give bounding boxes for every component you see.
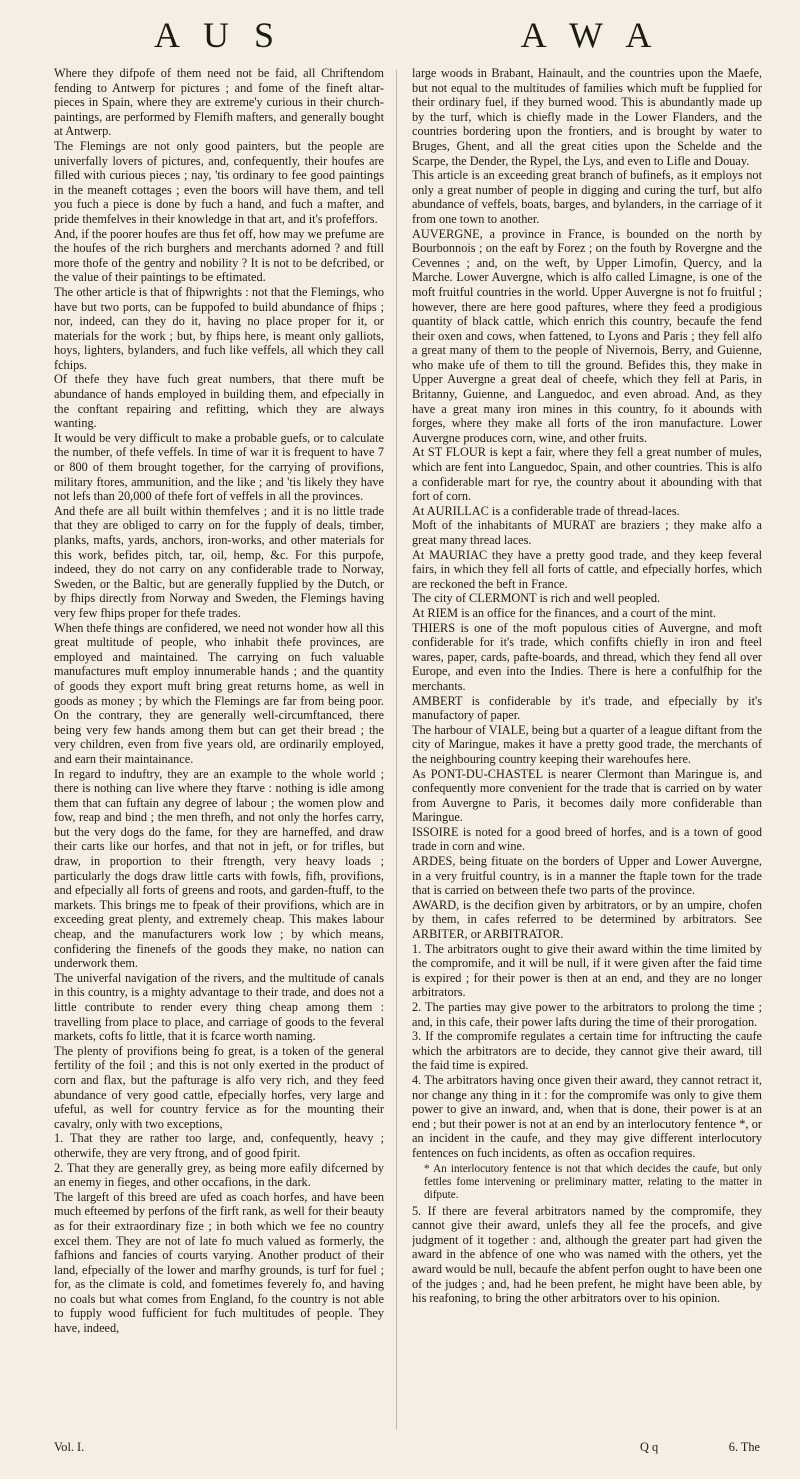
paragraph: Where they difpofe of them need not be faid, all Chriftendom fending to Antwerp for pictures ; and fome of the fineft altar-pieces in Spain, where they are extreme'y curious in their church-paintings, are performed by Flemifh mafters, and generally bought at Antwerp.: [54, 66, 384, 139]
paragraph: And, if the poorer houfes are thus fet off, how may we prefume are the houfes of the rich burghers and merchants adorned ? and ftill more thofe of the gentry and nobility ? It is not to be defcribed, or the value of their paintings to be eftimated.: [54, 226, 384, 285]
paragraph: As PONT-DU-CHASTEL is nearer Clermont than Maringue is, and confequently more convenient for the trade that is carried on by water from Auvergne to Paris, it becomes daily more confiderable than Maringue.: [412, 766, 762, 825]
signature-mark: Q q: [640, 1440, 659, 1454]
paragraph: ARDES, being fituate on the borders of Upper and Lower Auvergne, in a very fruitful country, is in a manner the ftaple town for the trade that is carried on between thefe two parts of the province.: [412, 854, 762, 898]
paragraph: It would be very difficult to make a probable guefs, or to calculate the number, of thefe veffels. In time of war it is frequent to have 7 or 800 of them brought together, for the carrying of provifions, military ftores, ammunition, and the like ; and 'tis likely they have not lefs than 20,000 of thefe fort of veffels in all the provinces.: [54, 430, 384, 504]
catchword: 6. The: [728, 1440, 760, 1454]
paragraph: AUVERGNE, a province in France, is bounded on the north by Bourbonnois ; on the eaft by Forez ; on the fouth by Rovergne and the Cevennes ; and, on the weft, by Upper Limofin, Quercy, and la Marche. Lower Auvergne, which is alfo called Limagne, is one of the moft fruitful countries in the world. Upper Auvergne is not fo fruitful ; however, there are here good paftures, where they feed a prodigious quantity of black cattle, which enrich this country, becaufe the fend their oxen and cows, when fattened, to Lyons and Paris ; they fell alfo a great many of them to the people of Nivernois, Berry, and Guienne, who make ufe of them to till the ground. Befides this, they make in Upper Auvergne a great deal of cheefe, which they fell at Paris, in Britanny, Guienne, and Languedoc, and even abroad. And, as they have a great many iron mines in this country, fo it abounds with forges, where they make all forts of the iron manufacture. Lower Auvergne produces corn, wine, and other fruits.: [412, 226, 762, 445]
paragraph: The other article is that of fhipwrights : not that the Flemings, who have but two ports, can be fuppofed to build abundance of fhips ; nor, indeed, can they do it, having no place proper for it, or materials for the work ; but, by fhips here, is meant only galliots, hoys, lighters, bylanders, and fuch like veffels, all which they call fchips.: [54, 284, 384, 372]
paragraph: The plenty of provifions being fo great, is a token of the general fertility of the foil ; and this is not only exerted in the product of corn and flax, but the pafturage is alfo very rich, and they feed abundance of very good cattle, efpecially horfes, very large and ufeful, as well for country fervice as for the mounting their cavalry, only with two exceptions,: [54, 1043, 384, 1131]
running-head-right: A W A: [520, 15, 660, 55]
running-head-left: A U S: [153, 15, 283, 55]
paragraph: Moft of the inhabitants of MURAT are braziers ; they make alfo a great many thread laces.: [412, 518, 762, 547]
volume-mark: Vol. I.: [54, 1440, 85, 1454]
paragraph: The largeft of this breed are ufed as coach horfes, and have been much efteemed by perfons of the firft rank, as well for their beauty as for their extraordinary fize ; in both which we fee no country excel them. They are not of late fo much valued as formerly, the fafhions and fancies of courts varying. Another product of their land, efpecially of the lower and marfhy grounds, is turf for fuel ; for, as the climate is cold, and fometimes feverely fo, and having no coals but what comes from England, fo the country is not able to fupply wood fufficient for fuch multitudes of people. They have, indeed,: [54, 1189, 384, 1336]
paragraph: ISSOIRE is noted for a good breed of horfes, and is a town of good trade in corn and wine.: [412, 824, 762, 854]
paragraph: 3. If the compromife regulates a certain time for inftructing the caufe which the arbitrators are to decide, they cannot give their award, till the faid time is expired.: [412, 1029, 762, 1073]
paragraph: Of thefe they have fuch great numbers, that there muft be abundance of hands employed in building them, and efpecially in the conftant repairing and refitting, which they are always wanting.: [54, 372, 384, 431]
paragraph: The harbour of VIALE, being but a quarter of a league diftant from the city of Maringue, makes it have a pretty good trade, the merchants of the neighbouring country keeping their warehoufes here.: [412, 722, 762, 766]
column-divider: [396, 70, 397, 1430]
paragraph: At MAURIAC they have a pretty good trade, and they keep feveral fairs, in which they fell all forts of cattle, and efpecially horfes, which are reckoned the beft in France.: [412, 547, 762, 591]
paragraph: At AURILLAC is a confiderable trade of thread-laces.: [412, 503, 680, 518]
right-column: [412, 66, 762, 1436]
paragraph: THIERS is one of the moft populous cities of Auvergne, and moft confiderable for it's trade, which confifts chiefly in iron and fteel wares, paper, cards, pafte-boards, and thread, which they fend all over Europe, and even into the Indies. There is here a confulfhip for the merchants.: [412, 620, 762, 693]
paragraph: AMBERT is confiderable by it's trade, and efpecially by it's manufactory of paper.: [412, 693, 762, 723]
left-column: [54, 66, 384, 1436]
paragraph: 4. The arbitrators having once given their award, they cannot retract it, nor change any thing in it : for the compromife was only to give them power to give an inward, and, when that is done, their power is at an end ; but their power is not at an end by an interlocutory fentence *, or an incident in the caufe, and they may give different interlocutory fentences on fuch incidents, as often as occafion requires.: [412, 1072, 762, 1160]
paragraph: 2. The parties may give power to the arbitrators to prolong the time ; and, in this cafe, their power lafts during the time of their prorogation.: [412, 1000, 762, 1029]
paragraph: This article is an exceeding great branch of bufinefs, as it employs not only a great number of people in digging and curing the turf, but alfo abundance of veffels, boats, barges, and bylanders, in the carriage of it from one town to another.: [412, 168, 762, 226]
paragraph: The Flemings are not only good painters, but the people are univerfally lovers of pictures, and, confequently, their houfes are filled with curious pieces ; nay, 'tis ordinary to fee good paintings in the meaneft cottages ; even the boors will have them, and tell you fuch a piece is done by fuch a hand, and fuch a mafter, and pride themfelves in their knowledge in that art, and it's profeffors.: [54, 138, 384, 226]
footnote: * An interlocutory fentence is not that which decides the caufe, but only fettles fome intervening or preliminary matter, relating to the matter in difpute.: [424, 1162, 762, 1201]
paragraph: The city of CLERMONT is rich and well peopled.: [412, 591, 661, 606]
paragraph: large woods in Brabant, Hainault, and the countries upon the Maefe, but not equal to the multitudes of families which muft be fupplied for their ordinary fuel, if they burned wood. This is abundantly made up by the turf, which is chiefly made in the Lower Flanders, and the countries bordering upon the frontiers, and is brought by water to Bruges, Ghent, and all the great cities upon the Schelde and the Scarpe, the Dender, the Rypel, the Lys, and even to Lifle and Douay.: [412, 66, 762, 168]
paragraph: At ST FLOUR is kept a fair, where they fell a great number of mules, which are fent into Languedoc, Spain, and other countries. This is alfo a confiderable mart for rye, the country about it abounding with that fort of corn.: [412, 445, 762, 504]
paragraph: 5. If there are feveral arbitrators named by the compromife, they cannot give their award, unlefs they all fee the procefs, and give judgment of it together : and, although the greater part had given the award in the abfence of one who was named with the others, yet the award would be null, becaufe the abfent perfon ought to have been one of the judges ; and, had he been prefent, he might have been able, by his reafoning, to bring the other arbitrators over to his opinion.: [412, 1203, 762, 1306]
paragraph: When thefe things are confidered, we need not wonder how all this great multitude of people, who inhabit thefe provinces, are employed and maintained. The carrying on fuch valuable manufactures muft employ innumerable hands ; and the quantity of goods they export muft bring great returns home, as well in goods as money ; by which the Flemings are far from being poor. On the contrary, they are generally well-circumftanced, there being very few hands among them but can get their bread ; the very children, even from five years old, are ordinarily employed, and earn their maintainance.: [54, 620, 384, 766]
paragraph: The univerfal navigation of the rivers, and the multitude of canals in this country, is a mighty advantage to their trade, and does not a little contribute to render every thing cheap among them : travelling from place to place, and carriage of goods to the feveral markets, cofts fo little, that it is fcarce worth naming.: [54, 970, 384, 1044]
paragraph: In regard to induftry, they are an example to the whole world ; there is nothing can live where they ftarve : nothing is idle among them that can fuftain any degree of labour ; the women plow and fow, reap and bind ; the men threfh, and not only the horfes carry, but the very dogs do the fame, for they are harneffed, and draw their carts like our horfes, and that not in jeft, or for trifles, but draw, in proportion to their ftrength, very heavy loads ; particularly the dogs draw little carts with fowls, fifh, provifions, and efpecially all forts of greens and roots, and garden-ftuff, to the markets. This brings me to fpeak of their provifions, which are in exceeding great plenty, and extremely cheap. This makes labour cheap, and the manufacturers work low ; by which means, confidering the finenefs of the goods they make, no nation can underwork them.: [54, 766, 384, 971]
paragraph: 1. That they are rather too large, and, confequently, heavy ; otherwife, they are very ftrong, and of good fpirit.: [54, 1131, 384, 1160]
paragraph: And thefe are all built within themfelves ; and it is no little trade that they are obliged to carry on for the fupply of deals, timber, planks, mafts, yards, anchors, iron-works, and other materials for this work, befides pitch, tar, oil, hemp, &c. For this purpofe, indeed, they do not carry on any confiderable trade to Norway, Sweden, or the Baltic, but are generally fupplied by the Dutch, or by fhips directly from Norway and Sweden, the Flemings having very few fhips proper for thefe trades.: [54, 503, 384, 620]
paragraph: 2. That they are generally grey, as being more eafily difcerned by an enemy in fieges, and other occafions, in the dark.: [54, 1160, 384, 1190]
paragraph: AWARD, is the decifion given by arbitrators, or by an umpire, chofen by them, in cafes referred to be determined by arbitrators. See ARBITER, or ARBITRATOR.: [412, 897, 762, 942]
running-head: [0, 4, 800, 66]
paragraph: 1. The arbitrators ought to give their award within the time limited by the compromife, and it will be null, if it were given after the faid time is expired ; for their power is then at an end, and they are no longer arbitrators.: [412, 941, 762, 1000]
paragraph: At RIEM is an office for the finances, and a court of the mint.: [412, 605, 717, 620]
